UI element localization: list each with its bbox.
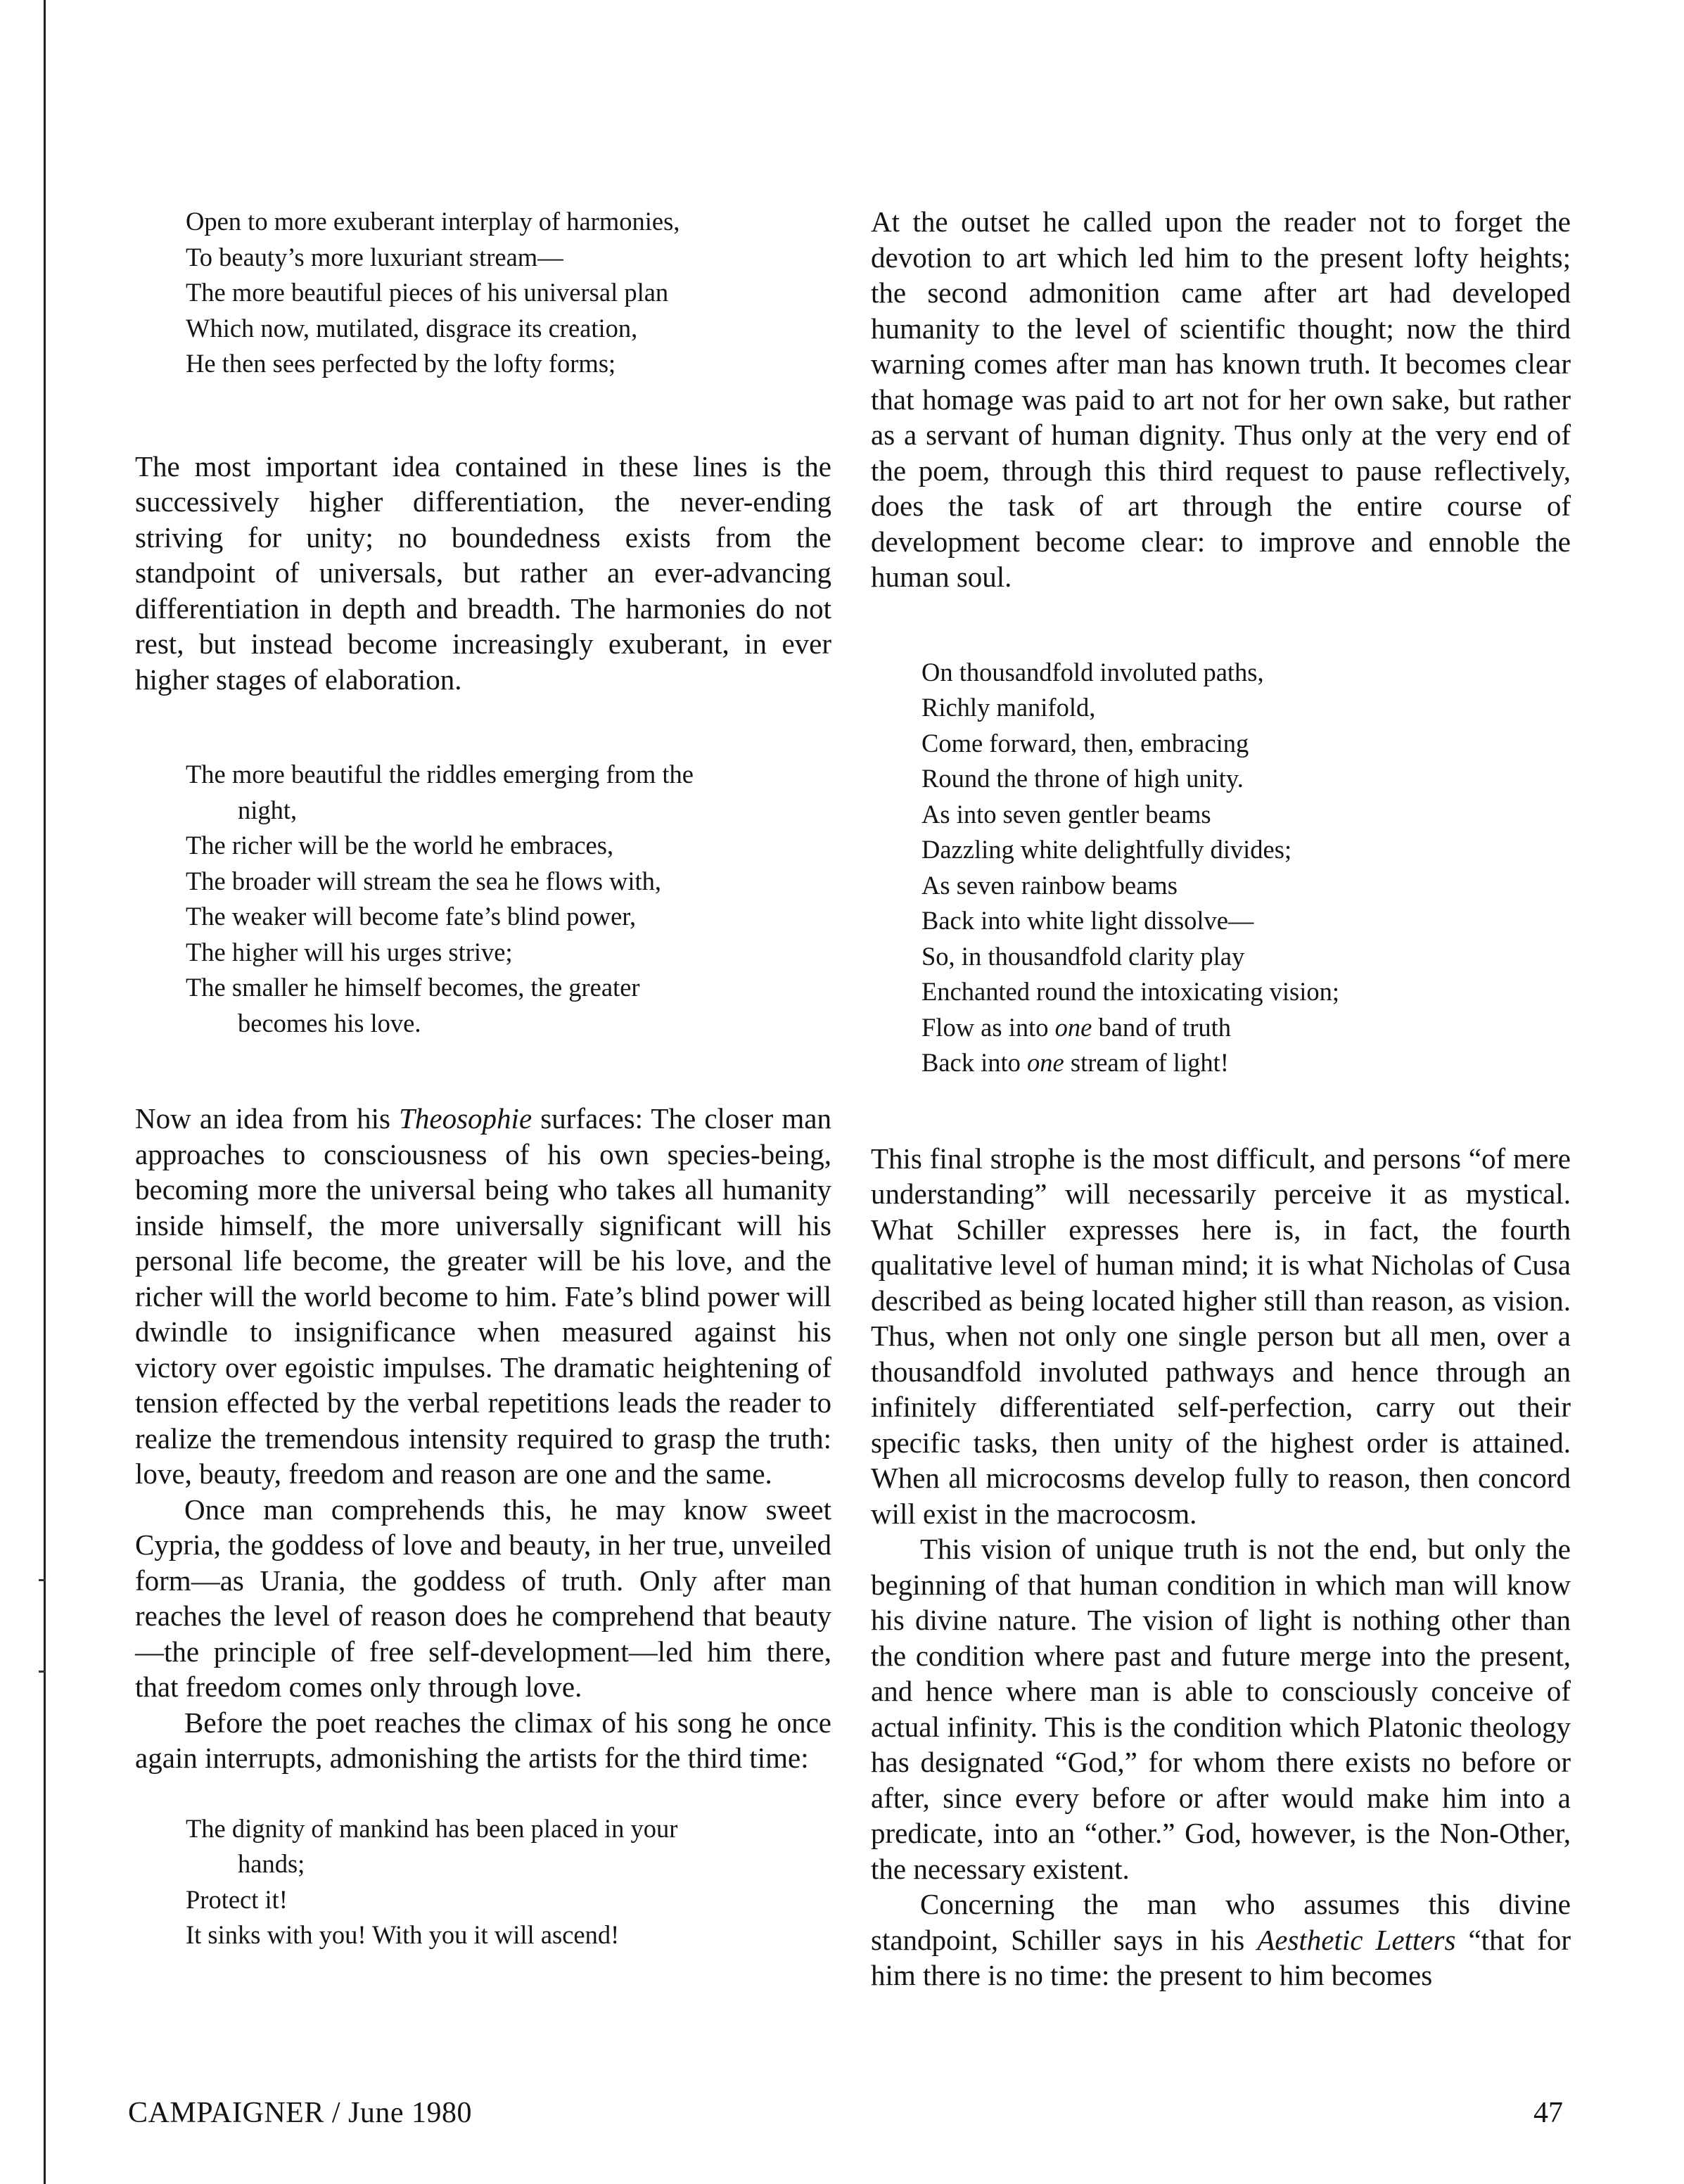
right-column — [871, 204, 1571, 1993]
verse-line: The dignity of mankind has been placed in your — [186, 1813, 678, 1843]
publication-footer: CAMPAIGNER / June 1980 — [128, 2097, 472, 2129]
paragraph: Now an idea from his Theosophie surfaces: The closer man approaches to consciousness of his own species-being, becoming more the universal being who takes all humanity inside himself, the more universally significant will his personal life become, the greater will be his love, and the richer will the world become to him. Fate’s blind power will dwindle to insignificance when measured against his victory over egoistic impulses. The dramatic heightening of tension effected by the verbal repetitions leads the reader to realize the tremendous intensity required to grasp the truth: love, beauty, freedom and reason are one and the same. — [135, 1102, 831, 1490]
verse-line: The richer will be the world he embraces, — [186, 831, 614, 860]
verse-line: Round the throne of high unity. — [921, 764, 1244, 793]
paragraph: Before the poet reaches the climax of his song he once again interrupts, admonishing the artists for the third time: — [135, 1706, 831, 1774]
verse-line: It sinks with you! With you it will ascend! — [186, 1920, 620, 1949]
verse-line: night, — [238, 795, 298, 824]
page-number: 47 — [1533, 2097, 1563, 2129]
verse-line: He then sees perfected by the lofty forms; — [186, 349, 616, 378]
margin-mark — [39, 1579, 46, 1581]
verse-line: As into seven gentler beams — [921, 799, 1211, 829]
verse-block — [871, 655, 1571, 1081]
verse-line: Enchanted round the intoxicating vision; — [921, 977, 1340, 1006]
paragraph: Once man comprehends this, he may know sweet Cypria, the goddess of love and beauty, in her true, unveiled form—as Urania, the goddess of truth. Only after man reaches the level of reason does he comprehend that beauty—the principle of free self-development—led him there, that freedom comes only through love. — [135, 1493, 831, 1703]
verse-line: The broader will stream the sea he flows with, — [186, 866, 662, 895]
verse-line: Open to more exuberant interplay of harmonies, — [186, 207, 680, 236]
emphasis-title: Aesthetic Letters — [1257, 1923, 1456, 1956]
verse-line: Flow as into one band of truth — [921, 1012, 1231, 1042]
left-column — [135, 204, 831, 1953]
verse-line: Protect it! — [186, 1884, 288, 1914]
verse-line: On thousandfold involuted paths, — [921, 657, 1264, 687]
prose-block — [135, 449, 831, 698]
paragraph: Concerning the man who assumes this divine standpoint, Schiller says in his Aesthetic Letters “that for him there is no time: the present to him becomes — [871, 1888, 1571, 1991]
verse-line: Dazzling white delightfully divides; — [921, 835, 1292, 864]
verse-line: The weaker will become fate’s blind power, — [186, 902, 637, 931]
paragraph: This vision of unique truth is not the end, but only the beginning of that human condition in which man will know his divine nature. The vision of light is nothing other than the condition where past and future merge into the present, and hence where man is able to consciously conceive of actual infinity. This is the condition which Platonic theology has designated “God,” for whom there exists no before or after, since every before or after would make him into a predicate, into an “other.” God, however, is the Non-Other, the necessary existent. — [871, 1533, 1571, 1885]
prose-block — [135, 1101, 831, 1776]
verse-line: Back into one stream of light! — [921, 1048, 1229, 1077]
verse-block — [135, 204, 831, 382]
verse-line: So, in thousandfold clarity play — [921, 941, 1245, 971]
verse-line: Back into white light dissolve— — [921, 906, 1254, 935]
verse-block — [135, 1811, 831, 1953]
verse-line: hands; — [238, 1849, 305, 1878]
verse-block — [135, 757, 831, 1041]
verse-line: The more beautiful the riddles emerging from the — [186, 760, 694, 788]
paragraph: This final strophe is the most difficult, and persons “of mere understanding” will necessarily perceive it as mystical. What Schiller expresses here is, in fact, the fourth qualitative level of human mind; it is what Nicholas of Cusa described as being located higher still than reason, as vision. Thus, when not only one single person but all men, over a thousandfold involuted pathways and hence through an infinitely differentiated self-perfection, carry out their specific tasks, then unity of the highest order is attained. When all microcosms develop fully to reason, then concord will exist in the macrocosm. — [871, 1142, 1571, 1530]
verse-line: becomes his love. — [238, 1008, 421, 1037]
paragraph: The most important idea contained in these lines is the successively higher differentiation, the never-ending striving for unity; no boundedness exists from the standpoint of universals, but rather an ever-advancing differentiation in depth and breadth. The harmonies do not rest, but instead become increasingly exuberant, in ever higher stages of elaboration. — [135, 449, 831, 696]
verse-line: The higher will his urges strive; — [186, 937, 513, 966]
page-binding-edge — [44, 0, 46, 2184]
emphasis-word: one — [1054, 1012, 1092, 1042]
emphasis-word: one — [1027, 1048, 1064, 1077]
prose-block — [871, 204, 1571, 595]
verse-line: The smaller he himself becomes, the greater — [186, 973, 640, 1002]
verse-line: To beauty’s more luxuriant stream— — [186, 242, 563, 272]
verse-line: As seven rainbow beams — [921, 870, 1178, 900]
margin-mark — [39, 1671, 46, 1673]
prose-block — [871, 1141, 1571, 1993]
verse-line: The more beautiful pieces of his universal plan — [186, 278, 669, 307]
emphasis-title: Theosophie — [399, 1102, 532, 1135]
verse-line: Richly manifold, — [921, 693, 1096, 722]
verse-line: Which now, mutilated, disgrace its creation, — [186, 313, 638, 343]
verse-line: Come forward, then, embracing — [921, 728, 1249, 758]
paragraph: At the outset he called upon the reader not to forget the devotion to art which led him to the present lofty heights; the second admonition came after art had developed humanity to the level of scientific thought; now the third warning comes after man has known truth. It becomes clear that homage was paid to art not for her own sake, but rather as a servant of human dignity. Thus only at the very end of the poem, through this third request to pause reflectively, does the task of art through the entire course of development become clear: to improve and ennoble the human soul. — [871, 205, 1571, 593]
